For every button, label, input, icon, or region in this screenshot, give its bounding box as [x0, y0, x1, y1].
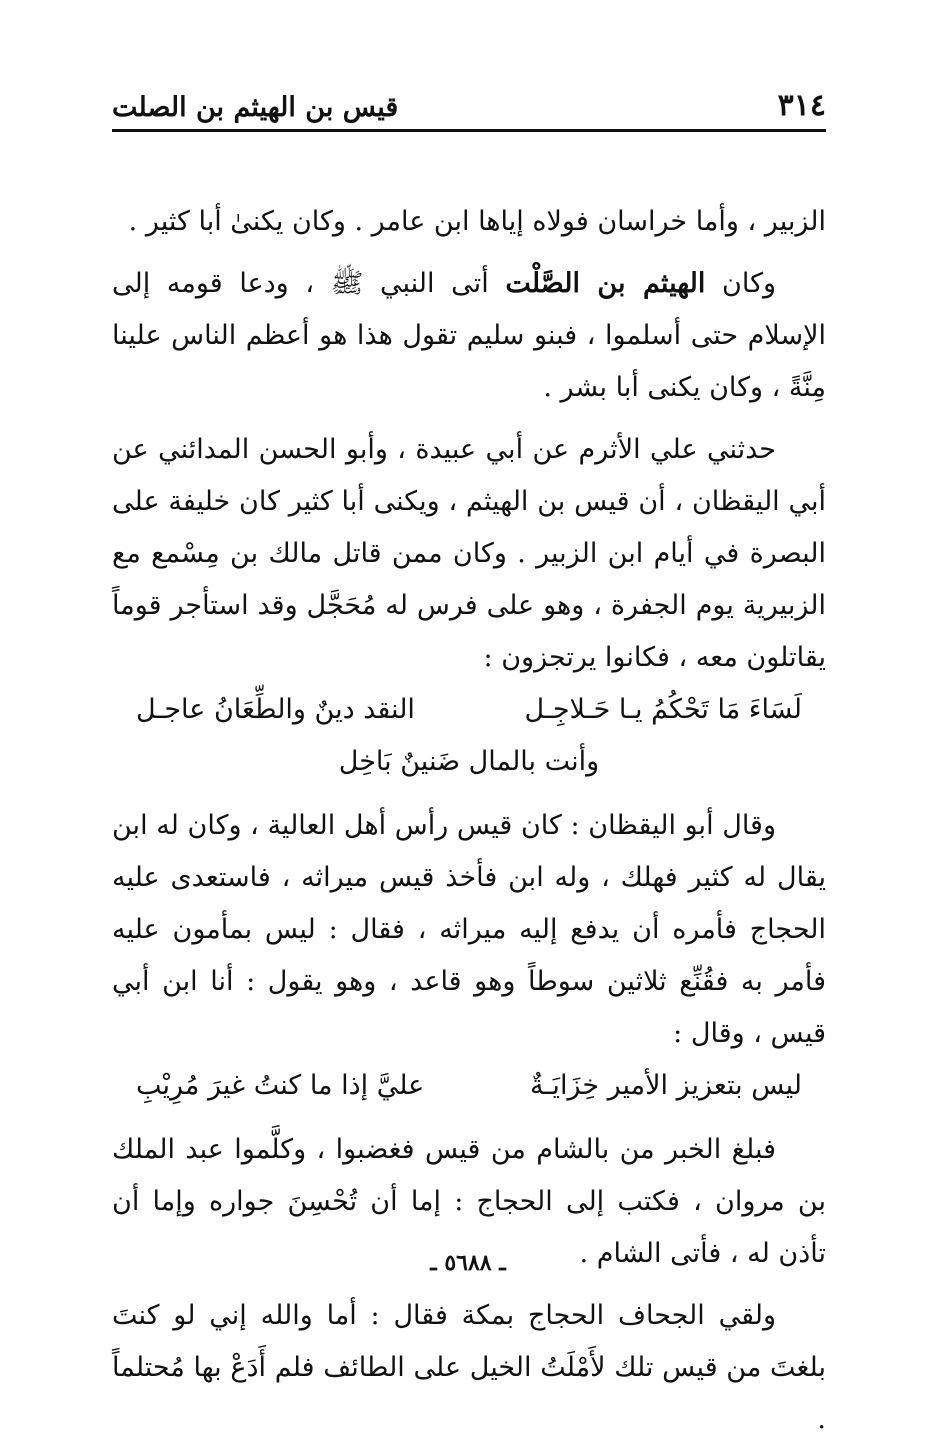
page-number: ٣١٤	[777, 88, 826, 123]
verse-1-hemistich-a: لَسَاءَ مَا تَحْكُمُ يـا حَـلاجِـل	[524, 694, 802, 725]
verse-1-line	[136, 684, 802, 736]
paragraph-6: ولقي الجحاف الحجاج بمكة فقال : أما والله إني لو كنتَ بلغتَ من قيس تلك لأَمْلَتُ الخيل على الطائف فلم أَدَعْ بها مُحتلماً .	[112, 1300, 826, 1435]
verse-1-hemistich-b: النقد دينٌ والطِّعَانُ عاجـل	[136, 694, 415, 725]
paragraph-2-intro: وكان	[705, 268, 777, 299]
verse-2-line	[136, 1060, 802, 1112]
paragraph-4: وقال أبو اليقظان : كان قيس رأس أهل العالية ، وكان له ابن يقال له كثير فهلك ، وله ابن فأخذ قيس ميراثه ، فاستعدى عليه الحجاج فأمره أن يدفع إليه ميراثه ، فقال : ليس بمأمون عليه فأمر به فقُنِّع ثلاثين سوطاً وهو قاعد ، وهو يقول : أنا ابن أبي قيس ، وقال :	[112, 810, 826, 1049]
person-name-highlight: الهيثم بن الصَّلْت	[505, 268, 706, 299]
verse-2-hemistich-b: عليَّ إذا ما كنتُ غيرَ مُرِيْبِ	[136, 1070, 425, 1101]
verse-2-hemistich-a: ليس بتعزيز الأمير خِزَايَـةٌ	[530, 1070, 802, 1101]
paragraph-1: الزبير ، وأما خراسان فولاه إياها ابن عامر . وكان يكنىٰ أبا كثير .	[128, 206, 826, 237]
paragraph-3: حدثني علي الأثرم عن أبي عبيدة ، وأبو الحسن المدائني عن أبي اليقظان ، أن قيس بن الهيثم ، ويكنى أبا كثير كان خليفة على البصرة في أيام ابن الزبير . وكان ممن قاتل مالك بن مِسْمع مع الزبيرية يوم الجفرة ، وهو على فرس له مُحَجَّل وقد استأجر قوماً يقاتلون معه ، فكانوا يرتجزون :	[112, 434, 826, 673]
page-footer-code: ـ ٥٦٨٨ ـ	[430, 1250, 506, 1276]
running-title: قيس بن الهيثم بن الصلت	[112, 92, 399, 123]
paragraph-2	[112, 258, 826, 414]
verse-1-closing: وأنت بالمال ضَنينٌ بَاخِل	[338, 746, 600, 777]
paragraph-2-rest: أتى النبي ﷺ ، ودعا قومه إلى الإسلام حتى أسلموا ، فبنو سليم تقول هذا هو أعظم الناس علينا مِنَّةً ، وكان يكنى أبا بشر .	[112, 268, 826, 403]
page-header	[112, 82, 826, 132]
paragraph-5: فبلغ الخبر من بالشام من قيس فغضبوا ، وكلَّموا عبد الملك بن مروان ، فكتب إلى الحجاج : إما أن تُحْسِنَ جواره وإما أن تأذن له ، فأتى الشام .	[112, 1134, 826, 1269]
